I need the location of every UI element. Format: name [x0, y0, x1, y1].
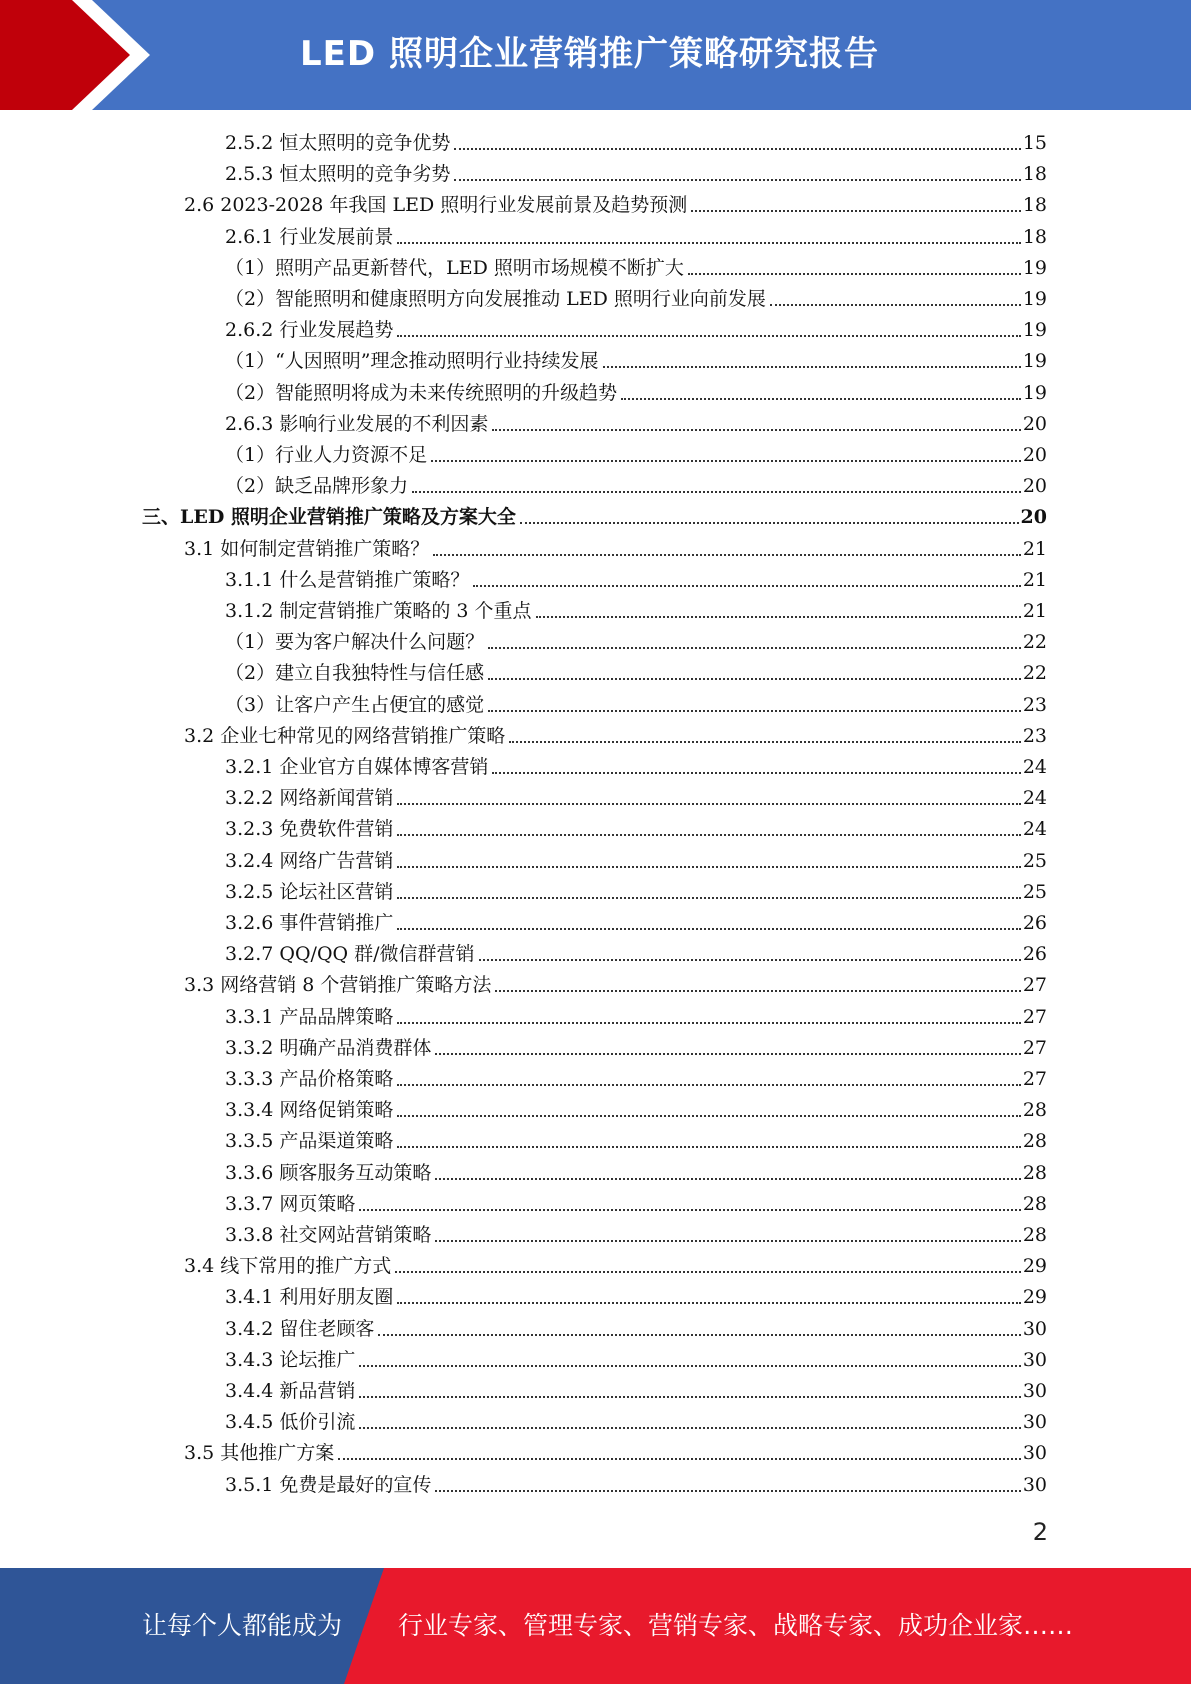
- toc-dot-leader: [454, 179, 1020, 181]
- toc-entry[interactable]: [184, 188, 1047, 219]
- toc-dot-leader: [397, 803, 1020, 805]
- toc-entry[interactable]: [225, 781, 1047, 812]
- toc-entry[interactable]: [225, 469, 1047, 500]
- toc-entry-page: 30: [1022, 1380, 1047, 1402]
- toc-dot-leader: [359, 1427, 1020, 1429]
- toc-dot-leader: [397, 242, 1020, 244]
- toc-dot-leader: [536, 616, 1021, 618]
- toc-entry[interactable]: [225, 563, 1047, 594]
- toc-dot-leader: [520, 522, 1019, 524]
- toc-dot-leader: [412, 491, 1021, 493]
- toc-entry[interactable]: [225, 344, 1047, 375]
- toc-entry[interactable]: [225, 688, 1047, 719]
- toc-dot-leader: [479, 959, 1021, 961]
- toc-entry[interactable]: [225, 438, 1047, 469]
- toc-dot-leader: [770, 304, 1021, 306]
- toc-entry-title: 3.3.2 明确产品消费群体: [225, 1036, 432, 1059]
- toc-dot-leader: [488, 678, 1021, 680]
- toc-entry-title: 3.4.4 新品营销: [225, 1380, 356, 1402]
- toc-entry-page: 26: [1022, 943, 1047, 966]
- toc-entry-title: 3.4.1 利用好朋友圈: [225, 1286, 394, 1309]
- toc-entry-page: 24: [1022, 756, 1047, 778]
- toc-entry[interactable]: [225, 875, 1047, 906]
- toc-dot-leader: [431, 460, 1021, 462]
- toc-entry-page: 23: [1022, 693, 1047, 716]
- toc-dot-leader: [397, 1084, 1020, 1086]
- toc-entry-page: 30: [1022, 1442, 1047, 1465]
- toc-dot-leader: [509, 741, 1021, 743]
- toc-entry[interactable]: [225, 407, 1047, 438]
- toc-entry[interactable]: [184, 1249, 1047, 1280]
- toc-entry[interactable]: [225, 812, 1047, 843]
- toc-dot-leader: [488, 647, 1021, 649]
- toc-entry-page: 27: [1022, 1005, 1047, 1028]
- toc-entry-title: 3.2.5 论坛社区营销: [225, 880, 394, 903]
- toc-entry-page: 19: [1022, 319, 1047, 342]
- page-header: [0, 0, 1191, 110]
- toc-entry-page: 30: [1022, 1348, 1047, 1371]
- toc-entry[interactable]: [184, 1436, 1047, 1467]
- page-number: 2: [1032, 1518, 1048, 1546]
- toc-entry-title: （1）要为客户解决什么问题？: [225, 631, 485, 654]
- toc-dot-leader: [688, 273, 1021, 275]
- toc-entry-page: 30: [1022, 1317, 1047, 1340]
- toc-entry[interactable]: [225, 1124, 1047, 1155]
- toc-entry[interactable]: [225, 1031, 1047, 1062]
- toc-entry-page: 28: [1022, 1224, 1047, 1246]
- toc-entry[interactable]: [225, 1187, 1047, 1218]
- footer-slogan-right: 行业专家、管理专家、营销专家、战略专家、成功企业家……: [398, 1611, 1074, 1640]
- toc-entry[interactable]: [225, 1405, 1047, 1436]
- report-title: LED 照明企业营销推广策略研究报告: [300, 34, 879, 74]
- toc-dot-leader: [359, 1209, 1020, 1211]
- toc-entry[interactable]: [225, 1374, 1047, 1405]
- toc-entry-page: 20: [1022, 412, 1047, 435]
- toc-entry[interactable]: [142, 500, 1047, 531]
- toc-dot-leader: [397, 1146, 1020, 1148]
- toc-dot-leader: [395, 1271, 1021, 1273]
- toc-entry-page: 18: [1022, 194, 1047, 217]
- toc-entry-page: 29: [1022, 1286, 1047, 1309]
- toc-entry-page: 19: [1022, 381, 1047, 404]
- toc-dot-leader: [492, 772, 1020, 774]
- toc-entry-page: 28: [1022, 1161, 1047, 1184]
- toc-entry[interactable]: [225, 282, 1047, 313]
- toc-entry[interactable]: [225, 1093, 1047, 1124]
- toc-entry-title: 2.6 2023-2028 年我国 LED 照明行业发展前景及趋势预测: [184, 194, 688, 217]
- toc-dot-leader: [454, 148, 1020, 150]
- toc-entry-page: 30: [1022, 1473, 1047, 1496]
- toc-entry[interactable]: [225, 126, 1047, 157]
- toc-entry-page: 15: [1022, 132, 1047, 154]
- toc-dot-leader: [433, 554, 1021, 556]
- toc-entry-title: 3.3.8 社交网站营销策略: [225, 1224, 432, 1246]
- toc-entry[interactable]: [184, 532, 1047, 563]
- toc-entry-title: 3.5 其他推广方案: [184, 1442, 335, 1465]
- toc-entry-title: （2）智能照明和健康照明方向发展推动 LED 照明行业向前发展: [225, 288, 766, 310]
- toc-entry[interactable]: [225, 220, 1047, 251]
- toc-entry-title: 3.5.1 免费是最好的宣传: [225, 1473, 432, 1496]
- toc-entry-title: 3.4.2 留住老顾客: [225, 1317, 375, 1340]
- toc-entry[interactable]: [225, 750, 1047, 781]
- toc-entry-page: 20: [1020, 506, 1047, 529]
- toc-entry-page: 19: [1022, 288, 1047, 310]
- toc-entry-page: 28: [1022, 1099, 1047, 1122]
- toc-entry-page: 18: [1022, 163, 1047, 186]
- toc-entry-title: 3.1.2 制定营销推广策略的 3 个重点: [225, 600, 532, 622]
- toc-dot-leader: [359, 1365, 1020, 1367]
- toc-entry[interactable]: [225, 251, 1047, 282]
- toc-dot-leader: [359, 1396, 1020, 1398]
- toc-dot-leader: [435, 1178, 1020, 1180]
- toc-dot-leader: [397, 335, 1020, 337]
- toc-dot-leader: [338, 1458, 1021, 1460]
- toc-entry-title: 3.3.3 产品价格策略: [225, 1068, 394, 1090]
- toc-entry-title: 2.5.3 恒太照明的竞争劣势: [225, 163, 451, 186]
- toc-dot-leader: [492, 429, 1020, 431]
- toc-dot-leader: [603, 366, 1021, 368]
- toc-entry-title: 3.3.1 产品品牌策略: [225, 1005, 394, 1028]
- toc-dot-leader: [397, 928, 1020, 930]
- toc-entry-title: 2.6.1 行业发展前景: [225, 225, 394, 248]
- toc-entry-title: 3.2.7 QQ/QQ 群/微信群营销: [225, 943, 475, 966]
- toc-entry-page: 27: [1022, 1068, 1047, 1090]
- toc-entry[interactable]: [225, 1062, 1047, 1093]
- toc-entry-title: 2.5.2 恒太照明的竞争优势: [225, 132, 451, 154]
- toc-entry-title: （3）让客户产生占便宜的感觉: [225, 693, 485, 716]
- toc-entry-title: 3.2.4 网络广告营销: [225, 849, 394, 872]
- page-footer: [0, 1568, 1191, 1684]
- toc-entry[interactable]: [225, 1312, 1047, 1343]
- toc-entry-page: 24: [1022, 787, 1047, 810]
- toc-entry-page: 20: [1022, 444, 1047, 466]
- toc-entry-page: 28: [1022, 1192, 1047, 1215]
- toc-entry-title: 3.2.2 网络新闻营销: [225, 787, 394, 810]
- toc-entry-title: 3.4 线下常用的推广方式: [184, 1255, 392, 1278]
- toc-entry[interactable]: [225, 313, 1047, 344]
- toc-entry-title: 3.3.5 产品渠道策略: [225, 1130, 394, 1153]
- toc-entry[interactable]: [225, 376, 1047, 407]
- toc-dot-leader: [435, 1490, 1020, 1492]
- toc-entry-page: 30: [1022, 1411, 1047, 1434]
- toc-entry-title: （1）照明产品更新替代，LED 照明市场规模不断扩大: [225, 256, 684, 279]
- toc-dot-leader: [397, 1302, 1020, 1304]
- toc-entry-title: （1）行业人力资源不足: [225, 444, 428, 466]
- toc-dot-leader: [691, 210, 1021, 212]
- toc-entry-page: 19: [1022, 350, 1047, 373]
- toc-dot-leader: [435, 1240, 1020, 1242]
- toc-entry[interactable]: [225, 1156, 1047, 1187]
- toc-entry-title: 3.2.3 免费软件营销: [225, 818, 394, 841]
- toc-entry-title: 3.2.6 事件营销推广: [225, 912, 394, 934]
- toc-entry-title: 3.3 网络营销 8 个营销推广策略方法: [184, 974, 492, 997]
- toc-entry[interactable]: [184, 968, 1047, 999]
- toc-dot-leader: [488, 710, 1021, 712]
- toc-entry-page: 21: [1022, 568, 1047, 591]
- toc-entry-title: 3.1.1 什么是营销推广策略？: [225, 568, 470, 591]
- toc-entry-title: 3.2.1 企业官方自媒体博客营销: [225, 756, 489, 778]
- toc-entry-page: 26: [1022, 912, 1047, 934]
- toc-entry-page: 25: [1022, 849, 1047, 872]
- toc-entry-title: 3.1 如何制定营销推广策略？: [184, 537, 430, 560]
- toc-entry-page: 19: [1022, 256, 1047, 279]
- toc-dot-leader: [397, 897, 1020, 899]
- toc-entry-page: 21: [1022, 600, 1047, 622]
- toc-entry-title: 2.6.2 行业发展趋势: [225, 319, 394, 342]
- toc-entry-title: 三、LED 照明企业营销推广策略及方案大全: [142, 506, 516, 529]
- toc-entry[interactable]: [225, 625, 1047, 656]
- toc-entry[interactable]: [225, 1000, 1047, 1031]
- toc-entry-page: 20: [1022, 475, 1047, 498]
- toc-entry[interactable]: [225, 937, 1047, 968]
- toc-dot-leader: [473, 585, 1020, 587]
- footer-slogan-left: 让每个人都能成为: [142, 1611, 343, 1640]
- toc-entry-title: 3.3.6 顾客服务互动策略: [225, 1161, 432, 1184]
- toc-entry[interactable]: [225, 1280, 1047, 1311]
- toc-dot-leader: [397, 1115, 1020, 1117]
- toc-entry[interactable]: [225, 1468, 1047, 1499]
- toc-entry-title: 3.3.4 网络促销策略: [225, 1099, 394, 1122]
- toc-entry-title: （2）智能照明将成为未来传统照明的升级趋势: [225, 381, 618, 404]
- toc-entry[interactable]: [225, 157, 1047, 188]
- toc-entry[interactable]: [225, 1343, 1047, 1374]
- toc-entry-page: 25: [1022, 880, 1047, 903]
- toc-entry-page: 27: [1022, 974, 1047, 997]
- toc-entry-page: 29: [1022, 1255, 1047, 1278]
- toc-entry-title: （2）缺乏品牌形象力: [225, 475, 409, 498]
- toc-dot-leader: [378, 1334, 1020, 1336]
- toc-entry-page: 21: [1022, 537, 1047, 560]
- toc-entry-page: 22: [1022, 631, 1047, 654]
- toc-entry-title: 3.4.5 低价引流: [225, 1411, 356, 1434]
- toc-dot-leader: [397, 1022, 1020, 1024]
- toc-entry-title: （1）“人因照明”理念推动照明行业持续发展: [225, 350, 599, 373]
- toc-dot-leader: [397, 834, 1020, 836]
- toc-entry[interactable]: [225, 1218, 1047, 1249]
- toc-entry[interactable]: [184, 719, 1047, 750]
- toc-entry-page: 22: [1022, 662, 1047, 685]
- toc-entry-title: 3.2 企业七种常见的网络营销推广策略: [184, 724, 506, 747]
- toc-entry-page: 27: [1022, 1036, 1047, 1059]
- toc-entry-title: 3.4.3 论坛推广: [225, 1348, 356, 1371]
- toc-entry-title: （2）建立自我独特性与信任感: [225, 662, 485, 685]
- toc-entry[interactable]: [225, 906, 1047, 937]
- toc-entry-page: 23: [1022, 724, 1047, 747]
- toc-entry-page: 18: [1022, 225, 1047, 248]
- toc-entry[interactable]: [225, 594, 1047, 625]
- toc-entry-title: 2.6.3 影响行业发展的不利因素: [225, 412, 489, 435]
- toc-dot-leader: [435, 1053, 1020, 1055]
- toc-entry[interactable]: [225, 656, 1047, 687]
- toc-entry-page: 28: [1022, 1130, 1047, 1153]
- toc-entry-page: 24: [1022, 818, 1047, 841]
- toc-entry-title: 3.3.7 网页策略: [225, 1192, 356, 1215]
- toc-dot-leader: [495, 990, 1020, 992]
- toc-dot-leader: [397, 866, 1020, 868]
- toc-entry[interactable]: [225, 844, 1047, 875]
- toc-dot-leader: [621, 398, 1021, 400]
